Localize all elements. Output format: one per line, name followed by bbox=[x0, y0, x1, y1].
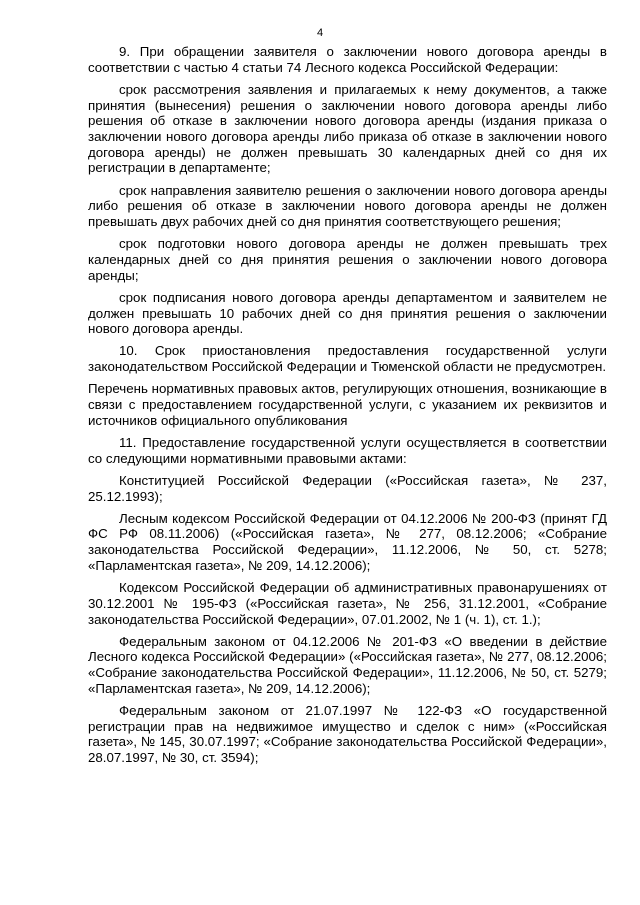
document-body bbox=[88, 44, 607, 772]
legal-act-admin-code: Кодексом Российской Федерации об административных правонарушениях от 30.12.2001 № 195-ФЗ («Российская газета», № 256, 31.12.2001, «Собрание законодательства Российской Федерации», 07.01.2002, № 1 (ч. 1), ст. 1.); bbox=[88, 580, 607, 627]
paragraph-notice-term: срок направления заявителю решения о заключении нового договора аренды либо решения об отказе в заключении нового договора аренды не должен превышать двух рабочих дней со дня принятия соответствующего решения; bbox=[88, 182, 607, 230]
paragraph-11: 11. Предоставление государственной услуги осуществляется в соответствии со следующими нормативными правовыми актами: bbox=[88, 434, 607, 466]
paragraph-9: 9. При обращении заявителя о заключении нового договора аренды в соответствии с частью 4 статьи 74 Лесного кодекса Российской Федерации: bbox=[88, 44, 607, 75]
paragraph-10: 10. Срок приостановления предоставления государственной услуги законодательством Российской Федерации и Тюменской области не предусмотрен. bbox=[88, 343, 607, 375]
page-number: 4 bbox=[316, 27, 324, 39]
legal-act-constitution: Конституцией Российской Федерации («Российская газета», № 237, 25.12.1993); bbox=[88, 472, 607, 504]
paragraph-preparation-term: срок подготовки нового договора аренды не должен превышать трех календарных дней со дня принятия решения о заключении нового договора аренды; bbox=[88, 236, 607, 283]
section-heading-legal-acts: Перечень нормативных правовых актов, регулирующих отношения, возникающие в связи с предоставлением государственной услуги, с указанием их реквизитов и источников официального опубликования bbox=[88, 381, 607, 428]
legal-act-law-201: Федеральным законом от 04.12.2006 № 201-ФЗ «О введении в действие Лесного кодекса Российской Федерации» («Российская газета», № 277, 08.12.2006; «Собрание законодательства Российской Федерации», 11.12.2006, № 50, ст. 5279; «Парламентская газета», № 209, 14.12.2006); bbox=[88, 633, 607, 696]
legal-act-forest-code: Лесным кодексом Российской Федерации от 04.12.2006 № 200-ФЗ (принят ГД ФС РФ 08.11.2006) («Российская газета», № 277, 08.12.2006; «Собрание законодательства Российской Федерации», 11.12.2006, № 50, ст. 5278; «Парламентская газета», № 209, 14.12.2006); bbox=[88, 510, 607, 573]
paragraph-signing-term: срок подписания нового договора аренды департаментом и заявителем не должен превышать 10 рабочих дней со дня принятия решения о заключении нового договора аренды. bbox=[88, 289, 607, 337]
legal-act-law-122: Федеральным законом от 21.07.1997 № 122-ФЗ «О государственной регистрации прав на недвижимое имущество и сделок с ним» («Российская газета», № 145, 30.07.1997; «Собрание законодательства Российской Федерации», 28.07.1997, № 30, ст. 3594); bbox=[88, 703, 607, 766]
paragraph-review-term: срок рассмотрения заявления и прилагаемых к нему документов, а также принятия (вынесения) решения о заключении нового договора аренды либо решения об отказе в заключении нового договора аренды (издания приказа о заключении нового договора аренды либо приказа об отказе в заключении нового договора аренды) не должен превышать 30 календарных дней со дня их регистрации в департаменте; bbox=[88, 81, 607, 176]
